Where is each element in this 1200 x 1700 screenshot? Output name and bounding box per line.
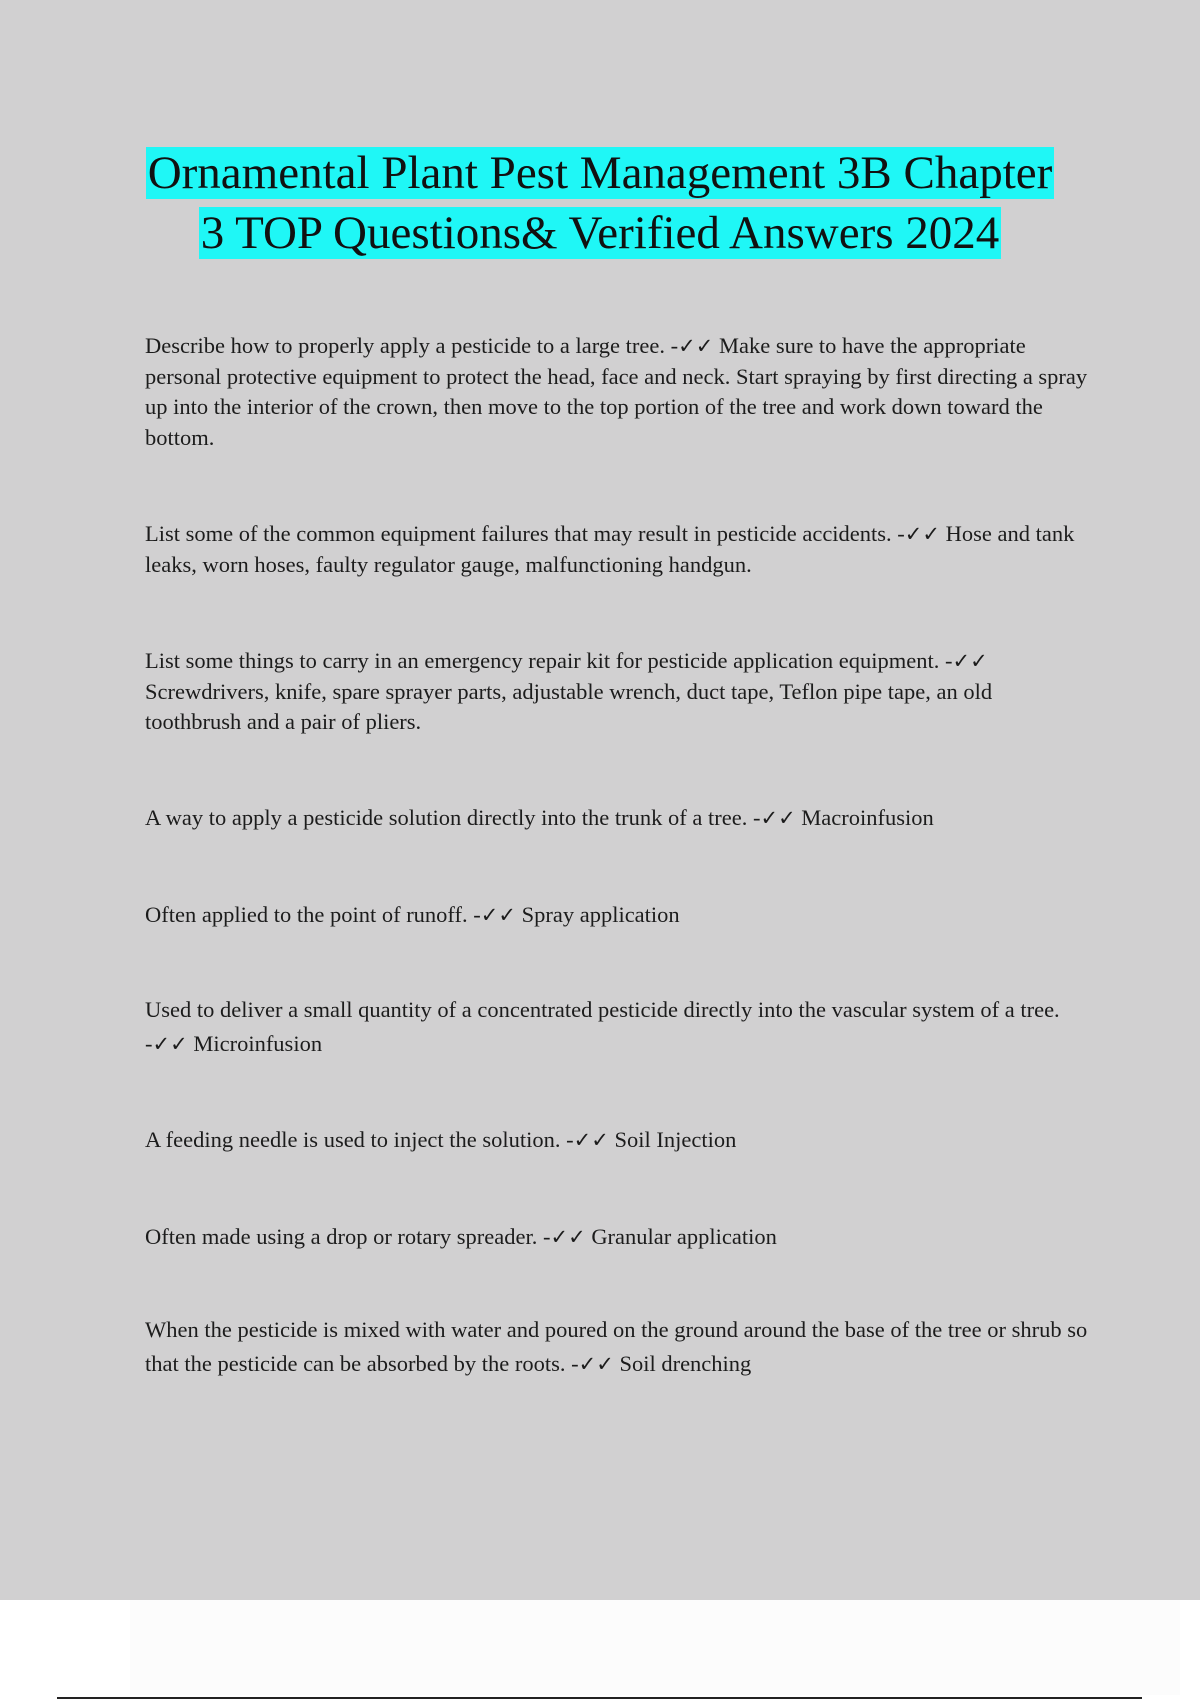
answer-text: Soil Injection xyxy=(608,1127,737,1152)
qa-item-soil-injection xyxy=(145,1125,1090,1156)
title-line-1: Ornamental Plant Pest Management 3B Chapter xyxy=(147,147,1053,199)
answer-text: Soil drenching xyxy=(613,1351,752,1376)
qa-item-spray-application xyxy=(145,900,1090,931)
question-text: Describe how to properly apply a pesticide to a large tree. - xyxy=(145,333,679,358)
answer-text: Hose and tank leaks, worn hoses, faulty regulator gauge, malfunctioning handgun. xyxy=(145,521,1075,577)
question-text: A feeding needle is used to inject the solution. - xyxy=(145,1127,574,1152)
qa-item-repair-kit xyxy=(145,646,1090,738)
answer-text: Make sure to have the appropriate personal protective equipment to protect the head, face and neck. Start spraying by first directing a spray up into the interior of the crown, then move to the top portion of the tree and work down toward the bottom. xyxy=(145,333,1088,450)
qa-item-granular-application xyxy=(145,1222,1090,1253)
qa-item-soil-drenching xyxy=(145,1313,1090,1381)
double-check-icon: ✓✓ xyxy=(760,806,796,830)
double-check-icon: ✓✓ xyxy=(578,1352,614,1376)
question-text: A way to apply a pesticide solution directly into the trunk of a tree. - xyxy=(145,805,761,830)
question-text: List some of the common equipment failures that may result in pesticide accidents. - xyxy=(145,521,905,546)
question-text: Used to deliver a small quantity of a concentrated pesticide directly into the vascular system of a tree. - xyxy=(145,997,1060,1056)
footer-area xyxy=(130,1600,1180,1695)
question-text: When the pesticide is mixed with water and poured on the ground around the base of the tree or shrub so that the pesticide can be absorbed by the roots. - xyxy=(145,1317,1088,1376)
double-check-icon: ✓✓ xyxy=(678,334,714,358)
double-check-icon: ✓✓ xyxy=(152,1032,188,1056)
double-check-icon: ✓✓ xyxy=(904,522,940,546)
footer-divider xyxy=(57,1697,1142,1699)
answer-text: Spray application xyxy=(515,902,680,927)
answer-text: Microinfusion xyxy=(187,1031,323,1056)
document-title xyxy=(100,143,1100,263)
qa-item-microinfusion xyxy=(145,993,1090,1061)
title-line-2: 3 TOP Questions& Verified Answers 2024 xyxy=(200,207,1000,259)
answer-text: Screwdrivers, knife, spare sprayer parts, adjustable wrench, duct tape, Teflon pipe tape, an old toothbrush and a pair of pliers. xyxy=(145,678,993,734)
qa-item-macroinfusion xyxy=(145,803,1090,834)
double-check-icon: ✓✓ xyxy=(573,1128,609,1152)
qa-item-equipment-failures xyxy=(145,519,1090,580)
question-text: Often applied to the point of runoff. - xyxy=(145,902,481,927)
double-check-icon: ✓✓ xyxy=(480,903,516,927)
question-text: Often made using a drop or rotary spreader. - xyxy=(145,1224,551,1249)
question-text: List some things to carry in an emergency repair kit for pesticide application equipment. - xyxy=(145,648,953,673)
double-check-icon: ✓✓ xyxy=(550,1225,586,1249)
answer-text: Macroinfusion xyxy=(795,805,934,830)
answer-text: Granular application xyxy=(585,1224,777,1249)
double-check-icon: ✓✓ xyxy=(952,649,988,673)
qa-item-large-tree xyxy=(145,331,1090,453)
